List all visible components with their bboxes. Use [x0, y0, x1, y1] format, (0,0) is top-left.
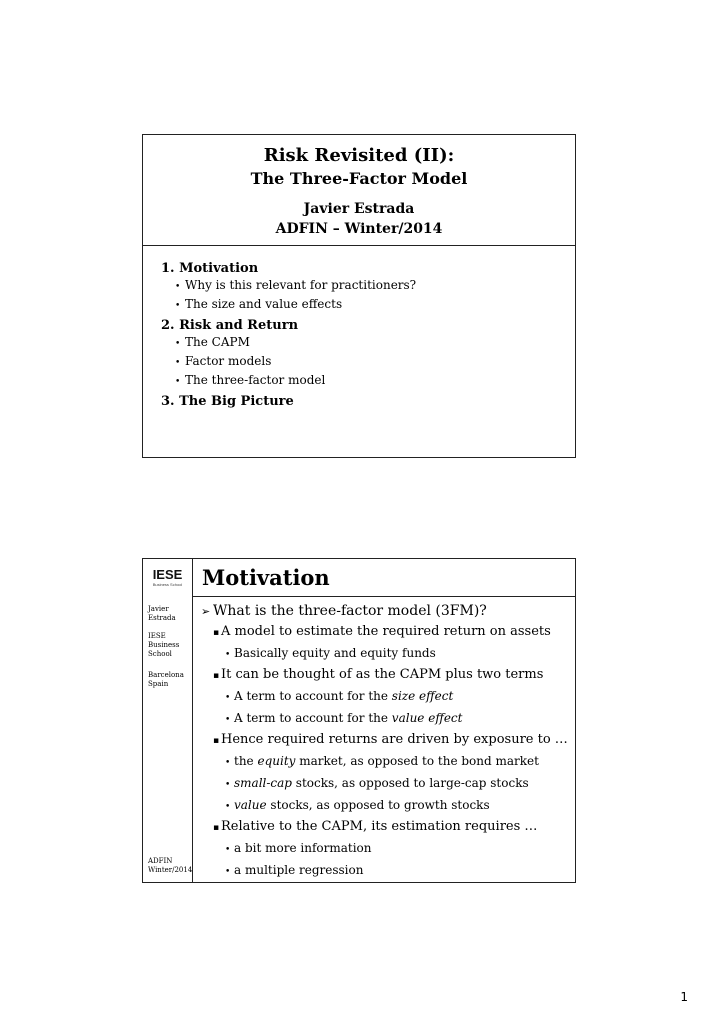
list-item: • A term to account for the size effect [201, 686, 571, 708]
slide-title: Motivation [202, 565, 330, 590]
sidebar-course: ADFIN Winter/2014 [148, 857, 193, 874]
bullet-icon: • [225, 650, 231, 660]
bullet-icon: • [225, 845, 231, 855]
slide-title: Risk Revisited (II): [263, 145, 455, 166]
square-bullet-icon: ▪ [213, 736, 220, 746]
divider [143, 245, 575, 246]
toc-section: 2. Risk and Return [161, 318, 299, 333]
iese-logo-icon [146, 567, 189, 589]
list-item: • A term to account for the value effect [201, 708, 571, 730]
list-item: • a multiple regression [201, 860, 571, 882]
arrow-bullet-icon: ➢ [201, 605, 211, 618]
bullet-icon: • [175, 339, 181, 349]
bullet-icon: • [225, 780, 231, 790]
list-item: • small-cap stocks, as opposed to large-cap stocks [201, 773, 571, 795]
title-slide [142, 134, 576, 458]
toc-item: • The size and value effects [161, 296, 561, 315]
bullet-icon: • [225, 802, 231, 812]
bullet-icon: • [175, 377, 181, 387]
sidebar-author: Javier Estrada [148, 605, 176, 622]
course-name: ADFIN – Winter/2014 [275, 221, 443, 237]
bullet-icon: • [225, 693, 231, 703]
square-bullet-icon: ▪ [213, 671, 220, 681]
logo-subtext: Business School [152, 582, 183, 587]
toc-item: • The CAPM [161, 334, 561, 353]
list-item: ▪ Relative to the CAPM, its estimation requires … [201, 817, 571, 838]
sidebar-divider [192, 559, 193, 882]
logo-text: IESE [152, 567, 183, 582]
bullet-icon: • [175, 358, 181, 368]
slide-content [201, 601, 571, 882]
author-name: Javier Estrada [303, 201, 415, 217]
bullet-icon: • [225, 758, 231, 768]
square-bullet-icon: ▪ [213, 823, 220, 833]
bullet-icon: • [175, 282, 181, 292]
page-number: 1 [680, 990, 688, 1004]
list-item: • value stocks, as opposed to growth stocks [201, 795, 571, 817]
toc-section: 1. Motivation [161, 261, 259, 276]
list-item: • Basically equity and equity funds [201, 643, 571, 665]
table-of-contents [161, 258, 561, 410]
list-item: ▪ A model to estimate the required return on assets [201, 622, 571, 643]
bullet-icon: • [175, 301, 181, 311]
title-divider [192, 596, 575, 597]
list-item: • the equity market, as opposed to the bond market [201, 751, 571, 773]
sidebar-school: IESE Business School [148, 632, 180, 658]
square-bullet-icon: ▪ [213, 628, 220, 638]
toc-section: 3. The Big Picture [161, 394, 294, 409]
bullet-icon: • [225, 715, 231, 725]
list-item: ▪ Hence required returns are driven by exposure to … [201, 730, 571, 751]
toc-item: • The three-factor model [161, 372, 561, 391]
sidebar-location: Barcelona Spain [148, 671, 184, 688]
list-item: ➢ What is the three-factor model (3FM)? [201, 601, 571, 622]
list-item: • a bit more information [201, 838, 571, 860]
toc-item: • Why is this relevant for practitioners? [161, 277, 561, 296]
slide-subtitle: The Three-Factor Model [250, 169, 468, 188]
toc-item: • Factor models [161, 353, 561, 372]
bullet-icon: • [225, 867, 231, 877]
motivation-slide [142, 558, 576, 883]
list-item: ▪ It can be thought of as the CAPM plus two terms [201, 665, 571, 686]
